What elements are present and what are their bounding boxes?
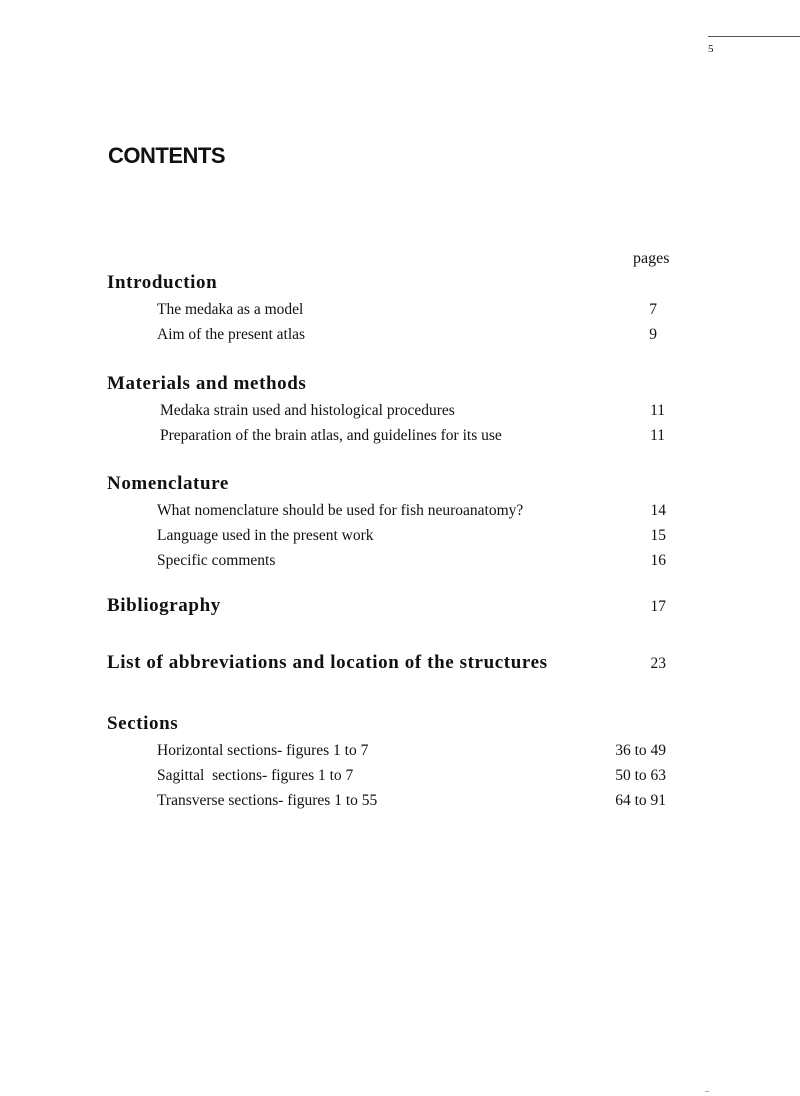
page-title: CONTENTS bbox=[108, 143, 225, 168]
toc-page: 23 bbox=[650, 655, 666, 672]
toc-item: The medaka as a model bbox=[157, 301, 304, 318]
toc-item: What nomenclature should be used for fish neuroanatomy? bbox=[157, 502, 524, 519]
toc-page: 36 to 49 bbox=[615, 742, 666, 759]
section-heading-sections: Sections bbox=[107, 713, 179, 734]
toc-page: 15 bbox=[650, 527, 666, 544]
section-heading-introduction: Introduction bbox=[107, 272, 218, 293]
toc-item: Preparation of the brain atlas, and guidelines for its use bbox=[160, 427, 502, 444]
toc-page: 9 bbox=[649, 326, 657, 343]
header-rule bbox=[708, 36, 800, 37]
page-number: 5 bbox=[708, 43, 714, 55]
toc-page: 17 bbox=[650, 598, 666, 615]
toc-page: 64 to 91 bbox=[615, 792, 666, 809]
toc-item: Language used in the present work bbox=[157, 527, 374, 544]
toc-item: Specific comments bbox=[157, 552, 276, 569]
toc-page: 50 to 63 bbox=[615, 767, 666, 784]
scan-speck bbox=[705, 1091, 709, 1092]
pages-column-header: pages bbox=[633, 250, 670, 267]
section-heading-materials-and-methods: Materials and methods bbox=[107, 373, 307, 394]
section-heading-list-of-abbreviations: List of abbreviations and location of the structures bbox=[107, 652, 548, 673]
toc-page: 11 bbox=[650, 427, 665, 444]
toc-page: 7 bbox=[649, 301, 657, 318]
section-heading-nomenclature: Nomenclature bbox=[107, 473, 229, 494]
section-heading-bibliography: Bibliography bbox=[107, 595, 221, 616]
toc-page: 14 bbox=[650, 502, 666, 519]
toc-item: Horizontal sections- figures 1 to 7 bbox=[157, 742, 369, 759]
toc-item: Aim of the present atlas bbox=[157, 326, 306, 343]
toc-item: Sagittal sections- figures 1 to 7 bbox=[157, 767, 354, 784]
toc-page: 11 bbox=[650, 402, 665, 419]
toc-page: 16 bbox=[650, 552, 666, 569]
toc-item: Transverse sections- figures 1 to 55 bbox=[157, 792, 378, 809]
toc-item: Medaka strain used and histological procedures bbox=[160, 402, 455, 419]
